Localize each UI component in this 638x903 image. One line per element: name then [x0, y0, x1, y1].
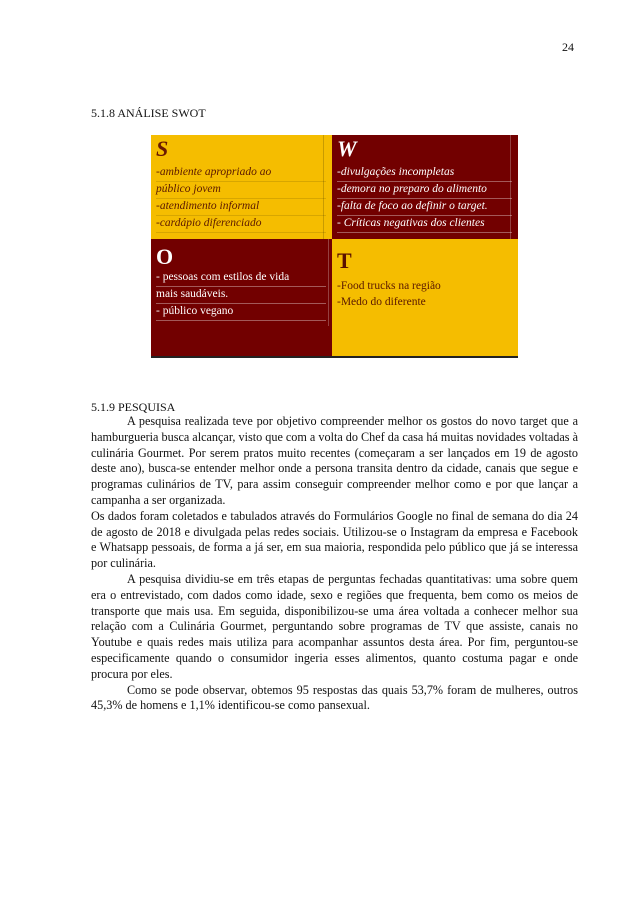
weaknesses-item: - Críticas negativas dos clientes: [337, 216, 512, 233]
strengths-item: -atendimento informal: [156, 199, 326, 216]
opportunities-list: [156, 270, 326, 321]
body-paragraph: Como se pode observar, obtemos 95 respostas das quais 53,7% foram de mulheres, outros 45,3% de homens e 1,1% identificou-se como pansexual.: [91, 682, 578, 713]
strengths-item: -cardápio diferenciado: [156, 216, 326, 233]
swot-weaknesses-quadrant: [332, 135, 518, 239]
opportunities-item: - público vegano: [156, 304, 326, 321]
weaknesses-item: -demora no preparo do alimento: [337, 182, 512, 199]
research-body: [91, 414, 578, 714]
strengths-list: [156, 165, 326, 233]
threats-letter: T: [337, 248, 352, 273]
page-number: 24: [562, 40, 574, 54]
threats-item: -Food trucks na região: [337, 280, 441, 292]
threats-item: -Medo do diferente: [337, 296, 426, 308]
opportunities-item: - pessoas com estilos de vida: [156, 270, 326, 287]
weaknesses-letter: W: [337, 136, 357, 161]
swot-opportunities-quadrant: [151, 239, 332, 356]
strengths-item: -ambiente apropriado ao: [156, 165, 326, 182]
swot-strengths-quadrant: [151, 135, 332, 239]
body-paragraph: A pesquisa realizada teve por objetivo compreender melhor os gostos do novo target que a hamburgueria busca alcançar, visto que com a volta do Chef da casa há muitas novidades voltadas à culinária Gourmet. Por serem pratos muito recentes (começaram a ser lançados em 19 de agosto deste ano), busca-se entender melhor onde a persona transita dentro da cidade, canais que segue e programas culinários de TV, para assim conseguir compreender melhor como e por que lançar a campanha a ser organizada.: [91, 414, 578, 507]
opportunities-letter: O: [156, 244, 174, 269]
research-section-heading: 5.1.9 PESQUISA: [91, 400, 176, 414]
strengths-item: público jovem: [156, 182, 326, 199]
swot-threats-quadrant: [332, 239, 518, 356]
weaknesses-list: [337, 165, 512, 233]
weaknesses-item: -falta de foco ao definir o target.: [337, 199, 512, 216]
body-paragraph: A pesquisa dividiu-se em três etapas de perguntas fechadas quantitativas: uma sobre quem era o entrevistado, com dados como idade, sexo e regiões que frequenta, bem como os meios de transporte que mais usa. Em seguida, disponibilizou-se uma área voltada a conhecer melhor sua relação com a Culinária Gourmet, perguntando sobre programas de TV que assiste, canais no Youtube e quais redes mais utiliza para acompanhar assuntos desta área. Por fim, perguntou-se especificamente quando o consumidor ingeria esses alimentos, quanto costuma pagar e onde procura por eles.: [91, 571, 578, 681]
weaknesses-item: -divulgações incompletas: [337, 165, 512, 182]
strengths-letter: S: [156, 136, 169, 161]
threats-list: [337, 279, 512, 311]
swot-matrix: [151, 135, 518, 358]
opportunities-item: mais saudáveis.: [156, 287, 326, 304]
body-paragraph: Os dados foram coletados e tabulados através do Formulários Google no final de semana do dia 24 de agosto de 2018 e divulgada pelas redes sociais. Utilizou-se o Instagram da empresa e Facebook e Whatsapp pessoais, de forma a já ser, em sua maioria, respondida pelo público que já se interessa por culinária.: [91, 508, 578, 571]
swot-section-heading: 5.1.8 ANÁLISE SWOT: [91, 106, 206, 120]
